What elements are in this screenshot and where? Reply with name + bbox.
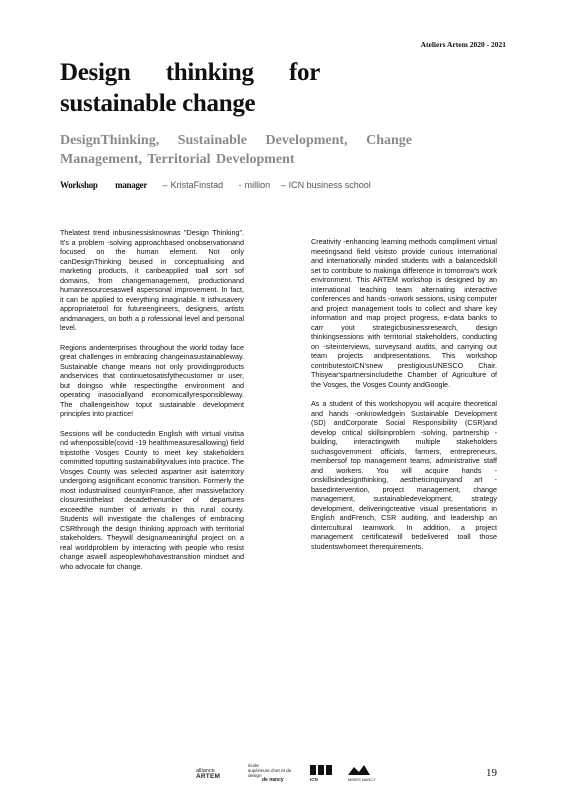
logo-text: de nancy [262,777,284,784]
body-paragraph: Thelatest trend inbusinessisknownas "Design Thinking". It's a problem -solving approachbased onobservationand focused on the human element. Not only canDesignThinking beused in conceptualising and marketing products, it canbeapplied toall sort sof domains, from changemanagement, productionand humanresourcesaswell aspersonal improvement. In fact, it can be applied to everything imaginable. It isthusavery appropriatetool for futureengineers, designers, artists andmanagers, on both a p rofessional level and personal level. [60,228,244,332]
logo-text: alliance [196,768,215,774]
page-number: 19 [486,767,497,779]
manager-name: KristaFinstad [170,180,224,190]
logo-text: supérieure d'art et de [248,767,292,773]
page-title [60,57,320,119]
logo-text: école [248,763,259,768]
keywords: DesignThinking, Sustainable Development, Change Management, Territorial Development [60,133,412,167]
workshop-manager-line: Workshop manager – KristaFinstad - million – ICN business school [60,180,371,190]
title-line-1: Design thinking for [60,59,320,86]
workshop-label: Workshop [60,180,98,190]
body-paragraph: Sessions will be conductedin English with virtual visitsa nd whenpossible(covid -19 healthmeasuresallowing) field tripstothe Vosges County to meet key stakeholders committed toputting sustainabilityvalues into practice. The Vosges County was selected aspartner asit isaterritory undergoing asignificant economic transition. Formerly the most industrialised countyinFrance, after massivefactory closuresinthelast decadethenumber of departures exceedthe number of arrivals in this rural county. Students will investigate the challenges of embracing CSRthrough the design thinking approach with territorial stakeholders. Theywill designameaningful project on a real worldproblem by interacting with people who resist change aswell aspeoplewhohavestransition mindset and who advocate for change. [60,428,244,571]
title-line-2: sustainable change [60,90,256,117]
mines-mark-icon [348,765,370,775]
logo-text: MINES NANCY [348,777,376,782]
manager-detail: million [244,180,271,190]
logo-text: design [248,772,262,778]
icn-mark-icon [310,765,332,775]
icn-logo [310,765,332,783]
header-running-title: Ateliers Artem 2020 - 2021 [420,40,506,49]
body-paragraph: Regions andenterprises throughout the world today face great challenges in embracing changeinasustainableway. Sustainable change means not only providingproducts andservices that continuetosatisfythecustomer or user, but doingso while respectingthe environment and operating inasociallyand economicallyresponsibleway. The challengeishow toput sustainable development principles into practice! [60,342,244,418]
school-name: ICN business school [288,180,371,190]
mines-nancy-logo [348,765,376,783]
body-paragraph: As a student of this workshopyou will acquire theoretical and hands -onknowledgein Sustainable Development (SD) andCorporate Social Responsibility (CSR)and develop critical skillsinproblem -solving, partnership -building, interactingwith multiple stakeholders suchasgovernment officials, farmers, entrepreneurs, membersof top management teams, administrative staff and workers. You will acquire hands -onskillsindesignthinking, aestheticinquiryand art -basedintervention, project management, change management, sustainabledevelopment, strategy development, deliveringcreative visual presentations in English andFrench, CSR auditing, and leadership an dintercultural teamwork. In addition, a project management certificatewill bedelivered toall those studentswhomeet therequirements. [311,399,497,551]
body-paragraph: Creativity -enhancing learning methods compliment virtual meetingsand field visitsto provide curious international and internationally minded students with a balancedskill set to contribute to makinga difference in tomorrow's work environment. This ARTEM workshop is designed by an international teaching team alternating interactive conferences and hands -onwork sessions, using computer and project management tools to collect and share key information and map project progress, e-data banks to carr yout strategicbusinessresearch, design thinkingsessions with territorial stakeholders, conducting on -siteinterviews, surveysand audits, and carrying out team projects andpresentations. This workshop contributestoICN'snew prestigiousUNESCO Chair. Thisyear'spartnersincludethe Chamber of Agriculture of the Vosges, the Vosges County andGoogle. [311,237,497,389]
logo-text: ICN [310,777,318,782]
left-column [60,228,244,581]
manager-label: manager [115,180,148,190]
alliance-artem-logo [196,768,220,780]
ensad-nancy-logo [248,764,291,783]
right-column [311,237,497,561]
logo-text: ARTEM [196,773,221,780]
